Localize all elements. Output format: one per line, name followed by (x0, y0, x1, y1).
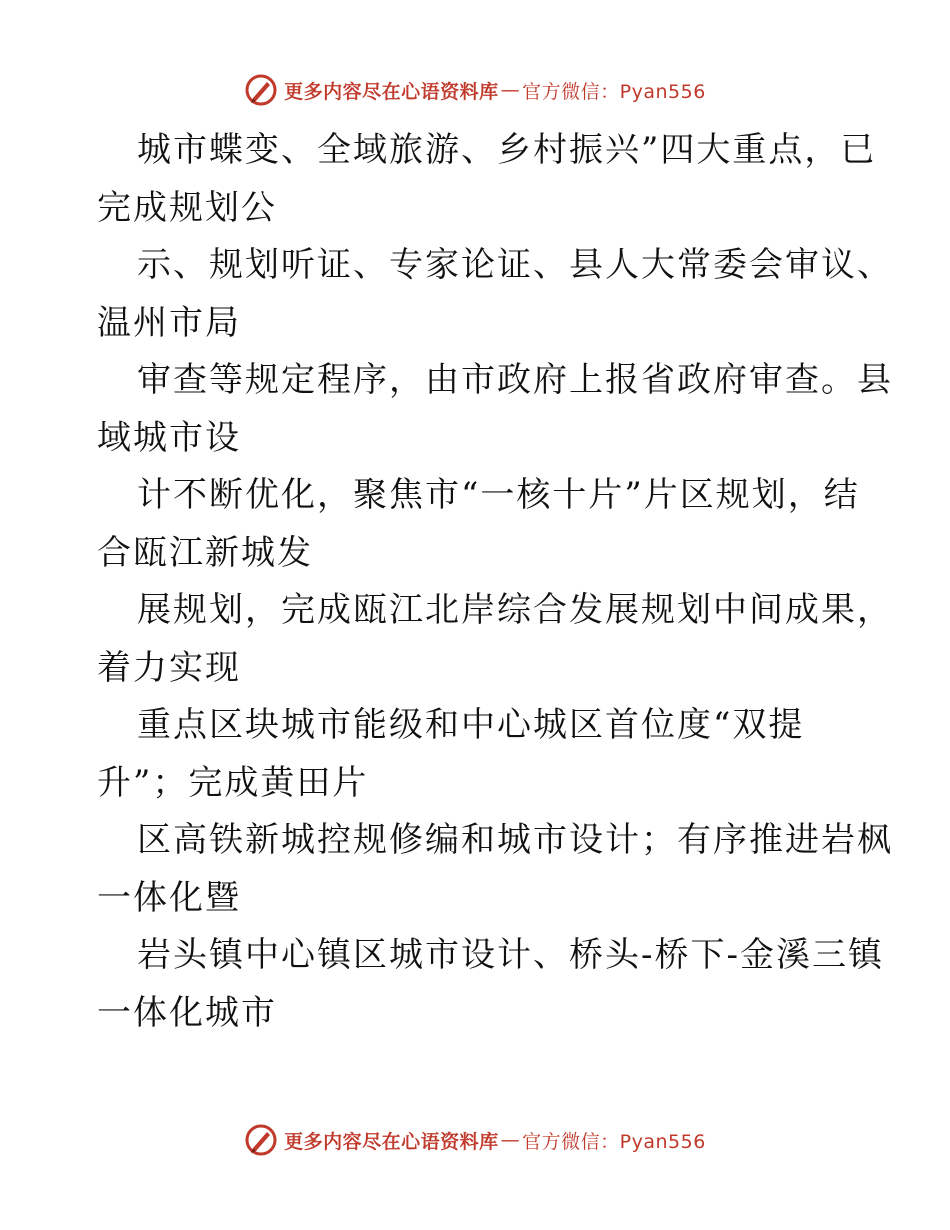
footer-watermark-banner (0, 1120, 950, 1160)
banner-wechat-text: 官方微信：Pyan556 (522, 80, 706, 103)
text-line: 温州市局 (97, 302, 241, 343)
text-line: 着力实现 (97, 647, 241, 688)
header-watermark-banner (0, 70, 950, 110)
pen-logo-icon (244, 1123, 278, 1157)
text-line: 展规划，完成瓯江北岸综合发展规划中间成果， (137, 590, 893, 630)
text-line: 一体化暨 (97, 877, 241, 918)
text-line: 示、规划听证、专家论证、县人大常委会审议、 (137, 245, 893, 285)
text-line: 域城市设 (97, 417, 241, 458)
text-line: 审查等规定程序，由市政府上报省政府审查。县 (137, 360, 893, 400)
text-line: 城市蝶变、全域旅游、乡村振兴”四大重点，已 (137, 130, 877, 170)
text-line: 计不断优化，聚焦市“一核十片”片区规划，结 (137, 475, 860, 515)
banner-dash: — (500, 79, 521, 101)
text-line: 重点区块城市能级和中心城区首位度“双提 (137, 705, 805, 745)
pen-logo-icon (244, 73, 278, 107)
banner-main-text: 更多内容尽在心语资料库 (284, 80, 499, 103)
text-line: 区高铁新城控规修编和城市设计；有序推进岩枫 (137, 820, 893, 860)
banner-wechat-text: 官方微信：Pyan556 (522, 1130, 706, 1153)
text-line: 升”；完成黄田片 (97, 762, 369, 803)
document-body (97, 122, 893, 1042)
text-line: 一体化城市 (97, 992, 277, 1033)
banner-dash: — (500, 1129, 521, 1151)
text-line: 合瓯江新城发 (97, 532, 313, 573)
text-line: 完成规划公 (97, 187, 277, 228)
text-line: 岩头镇中心镇区城市设计、桥头-桥下-金溪三镇 (137, 935, 884, 975)
banner-main-text: 更多内容尽在心语资料库 (284, 1130, 499, 1153)
